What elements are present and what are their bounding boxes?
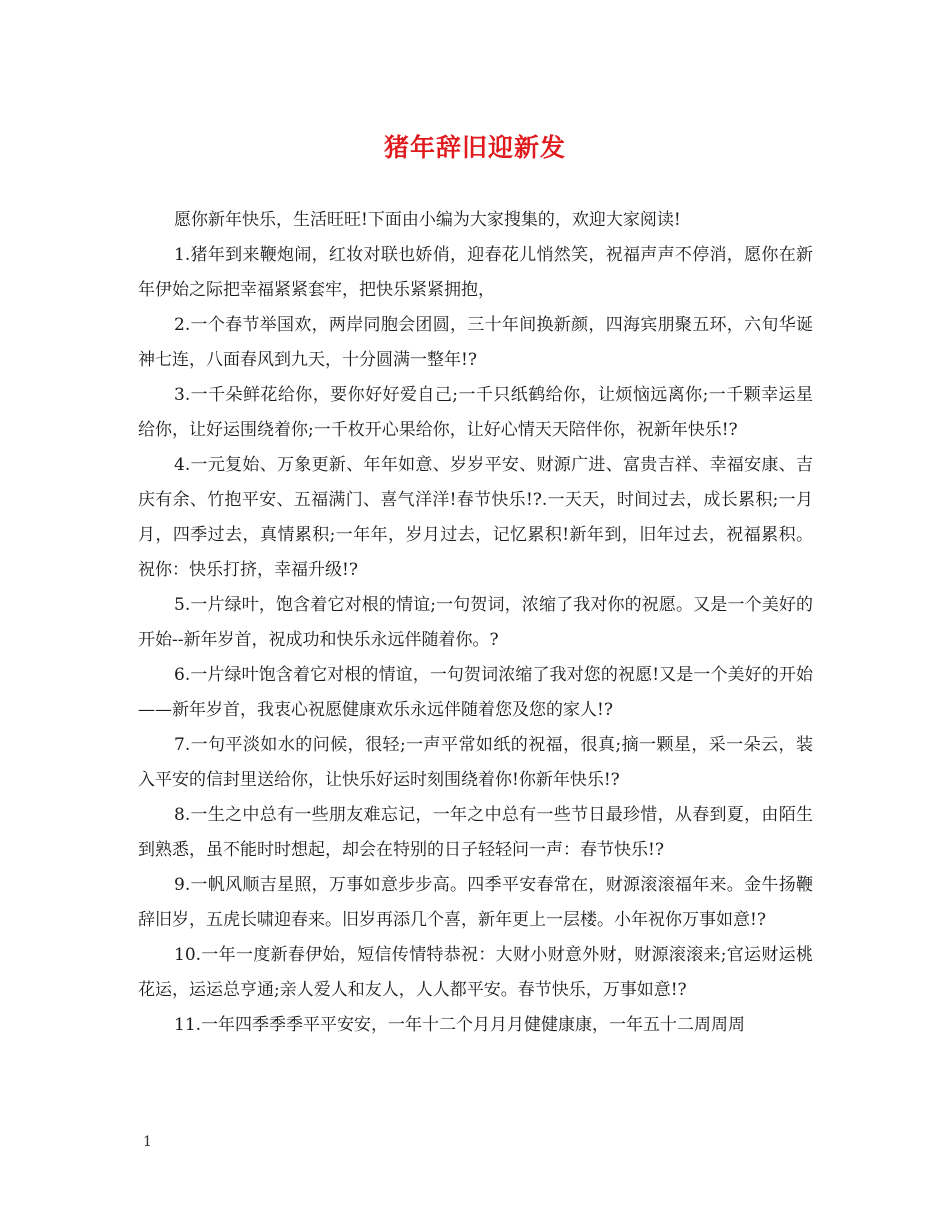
paragraph-2: 2.一个春节举国欢，两岸同胞会团圆，三十年间换新颜，四海宾朋聚五环，六旬华诞神七连，八面春风到九天，十分圆满一整年!? bbox=[138, 315, 813, 370]
paragraph-6: 6.一片绿叶饱含着它对根的情谊，一句贺词浓缩了我对您的祝愿!又是一个美好的开始——新年岁首，我衷心祝愿健康欢乐永远伴随着您及您的家人!? bbox=[138, 665, 813, 720]
paragraph-4: 4.一元复始、万象更新、年年如意、岁岁平安、财源广进、富贵吉祥、幸福安康、吉庆有余、竹抱平安、五福满门、喜气洋洋!春节快乐!?.一天天，时间过去，成长累积;一月月，四季过去，真情累积;一年年，岁月过去，记忆累积!新年到，旧年过去，祝福累积。祝你：快乐打挤，幸福升级!? bbox=[138, 455, 813, 580]
paragraph-intro: 愿你新年快乐，生活旺旺!下面由小编为大家搜集的，欢迎大家阅读! bbox=[174, 210, 681, 230]
document-title: 猪年辞旧迎新发 bbox=[383, 133, 566, 162]
paragraph-11: 11.一年四季季季平平安安，一年十二个月月月健健康康，一年五十二周周周 bbox=[174, 1015, 746, 1035]
document-body bbox=[138, 203, 813, 1043]
page-number: 1 bbox=[143, 1134, 152, 1150]
paragraph-3: 3.一千朵鲜花给你，要你好好爱自己;一千只纸鹤给你，让烦恼远离你;一千颗幸运星给你，让好运围绕着你;一千枚开心果给你，让好心情天天陪伴你，祝新年快乐!? bbox=[138, 385, 813, 440]
paragraph-5: 5.一片绿叶，饱含着它对根的情谊;一句贺词，浓缩了我对你的祝愿。又是一个美好的开始--新年岁首，祝成功和快乐永远伴随着你。? bbox=[138, 595, 813, 650]
paragraph-10: 10.一年一度新春伊始，短信传情特恭祝：大财小财意外财，财源滚滚来;官运财运桃花运，运运总亨通;亲人爱人和友人，人人都平安。春节快乐，万事如意!? bbox=[138, 945, 813, 1000]
paragraph-7: 7.一句平淡如水的问候，很轻;一声平常如纸的祝福，很真;摘一颗星，采一朵云，装入平安的信封里送给你，让快乐好运时刻围绕着你!你新年快乐!? bbox=[138, 735, 813, 790]
paragraph-8: 8.一生之中总有一些朋友难忘记，一年之中总有一些节日最珍惜，从春到夏，由陌生到熟悉，虽不能时时想起，却会在特别的日子轻轻问一声：春节快乐!? bbox=[138, 805, 813, 860]
paragraph-1: 1.猪年到来鞭炮闹，红妆对联也娇俏，迎春花儿悄然笑，祝福声声不停消，愿你在新年伊始之际把幸福紧紧套牢，把快乐紧紧拥抱， bbox=[138, 245, 813, 300]
paragraph-9: 9.一帆风顺吉星照，万事如意步步高。四季平安春常在，财源滚滚福年来。金牛扬鞭辞旧岁，五虎长啸迎春来。旧岁再添几个喜，新年更上一层楼。小年祝你万事如意!? bbox=[138, 875, 813, 930]
